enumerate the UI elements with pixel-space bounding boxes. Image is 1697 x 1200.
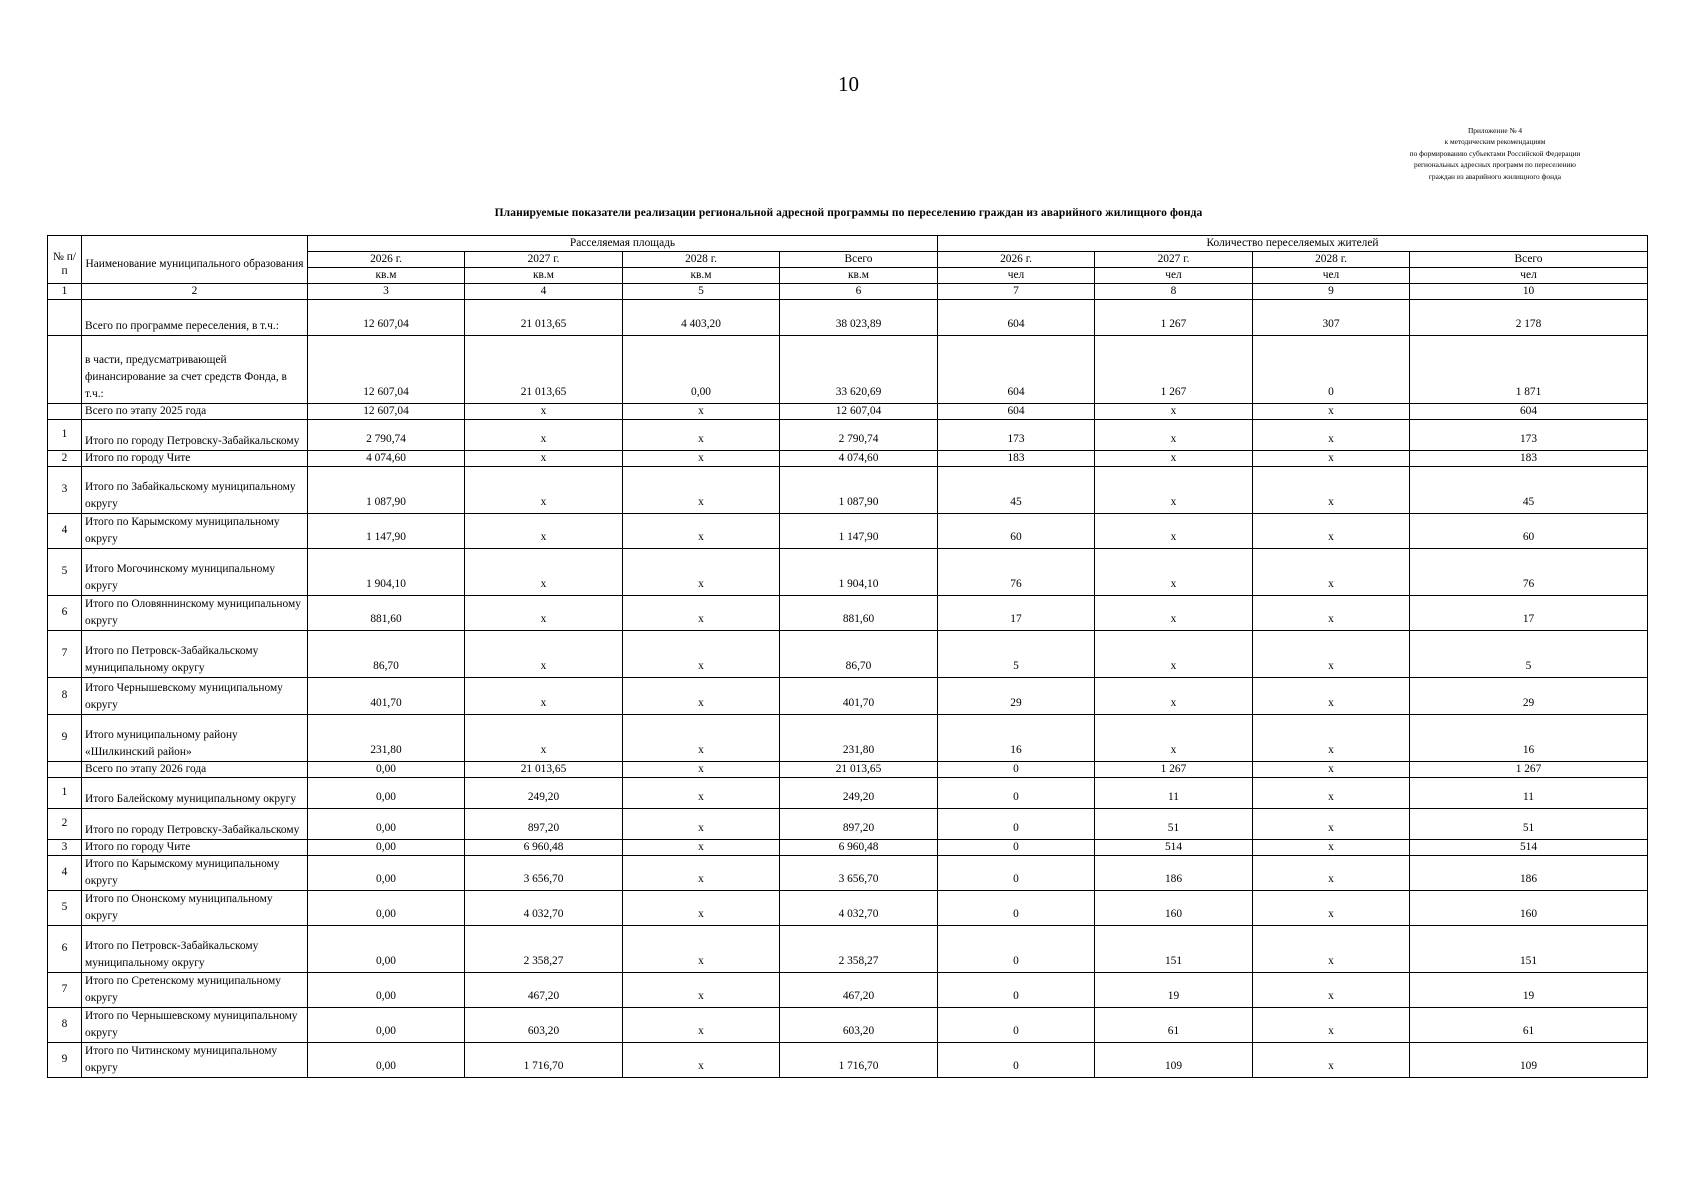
row-value: 11	[1410, 778, 1648, 809]
row-value: 249,20	[780, 778, 938, 809]
row-value: 2 790,74	[308, 420, 465, 451]
table-row	[48, 840, 1648, 856]
row-value: х	[1253, 1008, 1410, 1043]
row-value: 0,00	[623, 336, 780, 404]
row-value: 0	[938, 762, 1095, 778]
header-unit: чел	[1095, 268, 1253, 284]
header-people-group: Количество переселяемых жителей	[938, 236, 1648, 252]
row-value: х	[1253, 514, 1410, 549]
row-value: х	[1253, 762, 1410, 778]
row-value: х	[1253, 973, 1410, 1008]
row-name: Итого Могочинскому муниципальному округу	[82, 549, 308, 596]
row-value: 231,80	[308, 715, 465, 762]
row-value: х	[623, 809, 780, 840]
header-year: 2028 г.	[623, 252, 780, 268]
row-name: Итого по Петровск-Забайкальскому муниципальному округу	[82, 631, 308, 678]
table-row	[48, 631, 1648, 678]
header-year: 2027 г.	[1095, 252, 1253, 268]
header-unit: чел	[938, 268, 1095, 284]
row-name: Итого по Карымскому муниципальному округу	[82, 514, 308, 549]
row-value: х	[1253, 631, 1410, 678]
row-name: Итого по городу Петровску-Забайкальскому	[82, 809, 308, 840]
row-value: 4 074,60	[780, 451, 938, 467]
row-value: 1 716,70	[780, 1043, 938, 1078]
row-value: 5	[938, 631, 1095, 678]
row-value: х	[465, 451, 623, 467]
header-num: № п/п	[48, 236, 82, 284]
header-unit: кв.м	[780, 268, 938, 284]
row-value: 12 607,04	[308, 336, 465, 404]
row-value: 186	[1410, 856, 1648, 891]
row-value: х	[1095, 404, 1253, 420]
row-value: 45	[938, 467, 1095, 514]
table-row	[48, 926, 1648, 973]
header-unit: кв.м	[308, 268, 465, 284]
header-year: 2028 г.	[1253, 252, 1410, 268]
row-name: Итого по городу Петровску-Забайкальскому	[82, 420, 308, 451]
row-value: 109	[1410, 1043, 1648, 1078]
row-value: 2 178	[1410, 300, 1648, 336]
header-col-number: 4	[465, 284, 623, 300]
row-value: 12 607,04	[780, 404, 938, 420]
row-number: 7	[48, 631, 82, 678]
row-value: 1 147,90	[308, 514, 465, 549]
row-value: 183	[1410, 451, 1648, 467]
header-year: 2027 г.	[465, 252, 623, 268]
row-number: 1	[48, 778, 82, 809]
row-value: 0	[938, 809, 1095, 840]
row-value: х	[465, 631, 623, 678]
header-area-group: Расселяемая площадь	[308, 236, 938, 252]
table-row	[48, 549, 1648, 596]
row-name: Итого по Оловяннинскому муниципальному округу	[82, 596, 308, 631]
row-value: 29	[938, 678, 1095, 715]
row-name: Всего по этапу 2025 года	[82, 404, 308, 420]
row-value: х	[465, 514, 623, 549]
row-number: 7	[48, 973, 82, 1008]
row-value: 21 013,65	[780, 762, 938, 778]
row-value: 16	[1410, 715, 1648, 762]
row-value: х	[623, 596, 780, 631]
row-value: 86,70	[308, 631, 465, 678]
row-value: 0,00	[308, 1008, 465, 1043]
row-number	[48, 762, 82, 778]
row-value: х	[623, 467, 780, 514]
row-value: х	[1253, 467, 1410, 514]
row-value: 17	[938, 596, 1095, 631]
row-value: 173	[938, 420, 1095, 451]
table-row	[48, 300, 1648, 336]
row-value: 21 013,65	[465, 336, 623, 404]
row-number: 1	[48, 420, 82, 451]
row-value: х	[1253, 926, 1410, 973]
row-number: 8	[48, 678, 82, 715]
row-value: х	[623, 420, 780, 451]
row-value: 60	[1410, 514, 1648, 549]
row-value: 76	[1410, 549, 1648, 596]
row-name: Итого по Петровск-Забайкальскому муниципальному округу	[82, 926, 308, 973]
row-value: 4 032,70	[465, 891, 623, 926]
row-value: 33 620,69	[780, 336, 938, 404]
table-row	[48, 973, 1648, 1008]
header-col-number: 5	[623, 284, 780, 300]
row-number: 2	[48, 451, 82, 467]
row-value: 19	[1095, 973, 1253, 1008]
table-row	[48, 451, 1648, 467]
row-name: Итого по Забайкальскому муниципальному округу	[82, 467, 308, 514]
row-value: 6 960,48	[780, 840, 938, 856]
table-row	[48, 856, 1648, 891]
row-value: х	[623, 840, 780, 856]
row-value: 514	[1410, 840, 1648, 856]
indicators-table	[47, 235, 1648, 1078]
row-value: х	[1253, 778, 1410, 809]
row-value: х	[465, 549, 623, 596]
row-number: 6	[48, 596, 82, 631]
row-value: х	[1253, 549, 1410, 596]
row-value: 160	[1410, 891, 1648, 926]
row-value: 604	[938, 300, 1095, 336]
document-title: Планируемые показатели реализации региональной адресной программы по переселению граждан из аварийного жилищного фонда	[494, 207, 1203, 219]
row-value: х	[465, 404, 623, 420]
table-row	[48, 467, 1648, 514]
row-value: х	[623, 891, 780, 926]
row-value: 4 074,60	[308, 451, 465, 467]
row-value: 11	[1095, 778, 1253, 809]
row-value: х	[1253, 1043, 1410, 1078]
header-unit: кв.м	[465, 268, 623, 284]
table-row	[48, 1008, 1648, 1043]
row-value: 0,00	[308, 891, 465, 926]
row-value: 5	[1410, 631, 1648, 678]
row-value: 0	[938, 778, 1095, 809]
row-value: 897,20	[780, 809, 938, 840]
row-value: х	[1253, 678, 1410, 715]
row-name: Итого по городу Чите	[82, 451, 308, 467]
row-value: 467,20	[465, 973, 623, 1008]
row-value: 514	[1095, 840, 1253, 856]
row-value: 38 023,89	[780, 300, 938, 336]
row-value: х	[1095, 715, 1253, 762]
row-number: 9	[48, 715, 82, 762]
row-value: х	[1253, 596, 1410, 631]
appendix-line: по формированию субъектами Российской Федерации	[1409, 148, 1581, 158]
row-value: 0	[1253, 336, 1410, 404]
row-value: 881,60	[308, 596, 465, 631]
row-number	[48, 404, 82, 420]
header-col-number: 3	[308, 284, 465, 300]
row-value: 401,70	[308, 678, 465, 715]
table-row	[48, 514, 1648, 549]
row-value: 0	[938, 891, 1095, 926]
row-value: 173	[1410, 420, 1648, 451]
row-value: 249,20	[465, 778, 623, 809]
header-unit: кв.м	[623, 268, 780, 284]
row-value: 603,20	[465, 1008, 623, 1043]
table-row	[48, 715, 1648, 762]
header-col-number: 9	[1253, 284, 1410, 300]
row-number: 2	[48, 809, 82, 840]
row-name: Всего по программе переселения, в т.ч.:	[82, 300, 308, 336]
appendix-line: граждан из аварийного жилищного фонда	[1428, 171, 1562, 181]
row-name: Итого по Чернышевскому муниципальному округу	[82, 1008, 308, 1043]
row-value: х	[465, 715, 623, 762]
row-value: 1 871	[1410, 336, 1648, 404]
row-name: Итого по Сретенскому муниципальному округу	[82, 973, 308, 1008]
row-value: 61	[1410, 1008, 1648, 1043]
row-value: 21 013,65	[465, 762, 623, 778]
row-value: 0,00	[308, 973, 465, 1008]
row-value: х	[1253, 809, 1410, 840]
appendix-note	[1380, 125, 1610, 182]
row-value: х	[1253, 840, 1410, 856]
row-value: 3 656,70	[780, 856, 938, 891]
row-value: х	[1095, 549, 1253, 596]
row-name: Итого по Читинскому муниципальному округу	[82, 1043, 308, 1078]
row-value: 2 358,27	[465, 926, 623, 973]
row-value: 16	[938, 715, 1095, 762]
row-value: 1 267	[1095, 300, 1253, 336]
row-value: 51	[1095, 809, 1253, 840]
table-row	[48, 778, 1648, 809]
row-value: х	[1095, 596, 1253, 631]
row-value: 2 790,74	[780, 420, 938, 451]
row-value: 17	[1410, 596, 1648, 631]
row-value: 604	[938, 404, 1095, 420]
row-value: х	[623, 404, 780, 420]
row-value: х	[623, 856, 780, 891]
row-value: 0	[938, 926, 1095, 973]
row-number: 4	[48, 514, 82, 549]
row-number: 3	[48, 840, 82, 856]
row-name: Всего по этапу 2026 года	[82, 762, 308, 778]
row-value: 1 147,90	[780, 514, 938, 549]
row-value: 6 960,48	[465, 840, 623, 856]
header-unit: чел	[1410, 268, 1648, 284]
row-value: 0,00	[308, 762, 465, 778]
row-value: 1 267	[1095, 336, 1253, 404]
row-number	[48, 336, 82, 404]
table-row	[48, 891, 1648, 926]
row-value: 0,00	[308, 809, 465, 840]
row-value: х	[465, 420, 623, 451]
row-value: 86,70	[780, 631, 938, 678]
header-col-number: 10	[1410, 284, 1648, 300]
appendix-line: Приложение № 4	[1467, 126, 1523, 135]
row-value: 109	[1095, 1043, 1253, 1078]
row-value: 307	[1253, 300, 1410, 336]
appendix-line: региональных адресных программ по переселению	[1414, 160, 1576, 170]
row-value: 3 656,70	[465, 856, 623, 891]
row-value: 467,20	[780, 973, 938, 1008]
row-value: 60	[938, 514, 1095, 549]
table-row	[48, 404, 1648, 420]
table-row	[48, 678, 1648, 715]
row-value: 76	[938, 549, 1095, 596]
row-value: х	[1095, 678, 1253, 715]
row-value: 186	[1095, 856, 1253, 891]
table-row	[48, 336, 1648, 404]
row-value: х	[623, 778, 780, 809]
row-number: 5	[48, 891, 82, 926]
row-value: 4 032,70	[780, 891, 938, 926]
row-value: х	[623, 451, 780, 467]
header-col-number: 1	[48, 284, 82, 300]
row-name: Итого Балейскому муниципальному округу	[82, 778, 308, 809]
row-value: 604	[1410, 404, 1648, 420]
row-value: х	[623, 678, 780, 715]
row-value: 1 267	[1410, 762, 1648, 778]
header-col-number: 8	[1095, 284, 1253, 300]
row-name: Итого Чернышевскому муниципальному округу	[82, 678, 308, 715]
row-value: 0	[938, 973, 1095, 1008]
row-value: х	[623, 1008, 780, 1043]
row-number: 3	[48, 467, 82, 514]
row-value: 604	[938, 336, 1095, 404]
row-number: 6	[48, 926, 82, 973]
row-value: х	[623, 1043, 780, 1078]
row-value: х	[1253, 856, 1410, 891]
row-value: х	[1095, 467, 1253, 514]
table-row	[48, 762, 1648, 778]
row-value: 12 607,04	[308, 300, 465, 336]
header-year: Всего	[780, 252, 938, 268]
row-value: 61	[1095, 1008, 1253, 1043]
row-number: 8	[48, 1008, 82, 1043]
row-value: х	[465, 467, 623, 514]
row-value: 19	[1410, 973, 1648, 1008]
row-value: х	[1253, 451, 1410, 467]
row-number	[48, 300, 82, 336]
row-value: 231,80	[780, 715, 938, 762]
table-row	[48, 1043, 1648, 1078]
header-year: Всего	[1410, 252, 1648, 268]
row-value: 45	[1410, 467, 1648, 514]
row-value: х	[1095, 451, 1253, 467]
row-value: 151	[1410, 926, 1648, 973]
table-row	[48, 809, 1648, 840]
row-value: х	[1253, 891, 1410, 926]
row-value: 29	[1410, 678, 1648, 715]
row-value: 1 904,10	[780, 549, 938, 596]
row-value: х	[465, 596, 623, 631]
row-value: 0	[938, 840, 1095, 856]
row-value: 4 403,20	[623, 300, 780, 336]
row-value: 603,20	[780, 1008, 938, 1043]
row-value: 401,70	[780, 678, 938, 715]
row-value: 2 358,27	[780, 926, 938, 973]
row-name: Итого по городу Чите	[82, 840, 308, 856]
row-value: 21 013,65	[465, 300, 623, 336]
row-value: х	[1253, 404, 1410, 420]
header-unit: чел	[1253, 268, 1410, 284]
header-year: 2026 г.	[938, 252, 1095, 268]
row-number: 5	[48, 549, 82, 596]
row-value: 151	[1095, 926, 1253, 973]
row-value: х	[623, 631, 780, 678]
row-value: х	[623, 926, 780, 973]
header-col-number: 6	[780, 284, 938, 300]
row-value: 51	[1410, 809, 1648, 840]
row-value: 160	[1095, 891, 1253, 926]
row-number: 9	[48, 1043, 82, 1078]
row-name: Итого по Ононскому муниципальному округу	[82, 891, 308, 926]
row-value: х	[623, 973, 780, 1008]
row-value: х	[623, 549, 780, 596]
row-value: 881,60	[780, 596, 938, 631]
row-name: в части, предусматривающей финансирование за счет средств Фонда, в т.ч.:	[82, 336, 308, 404]
row-value: 0,00	[308, 840, 465, 856]
row-value: 0	[938, 1043, 1095, 1078]
page-number: 10	[838, 72, 859, 96]
row-value: 12 607,04	[308, 404, 465, 420]
row-value: х	[465, 678, 623, 715]
row-value: х	[623, 514, 780, 549]
row-value: х	[1253, 715, 1410, 762]
row-name: Итого по Карымскому муниципальному округу	[82, 856, 308, 891]
row-value: х	[623, 715, 780, 762]
row-value: 1 087,90	[780, 467, 938, 514]
row-value: х	[1095, 631, 1253, 678]
header-col-number: 7	[938, 284, 1095, 300]
table-row	[48, 596, 1648, 631]
row-value: 0,00	[308, 778, 465, 809]
row-value: х	[1095, 420, 1253, 451]
row-value: х	[1095, 514, 1253, 549]
row-value: 0,00	[308, 856, 465, 891]
row-value: х	[623, 762, 780, 778]
header-name: Наименование муниципального образования	[82, 236, 308, 284]
header-col-number: 2	[82, 284, 308, 300]
row-value: х	[1253, 420, 1410, 451]
row-value: 1 904,10	[308, 549, 465, 596]
row-value: 1 087,90	[308, 467, 465, 514]
row-value: 1 716,70	[465, 1043, 623, 1078]
row-number: 4	[48, 856, 82, 891]
row-value: 0	[938, 856, 1095, 891]
row-value: 1 267	[1095, 762, 1253, 778]
row-value: 897,20	[465, 809, 623, 840]
row-value: 0	[938, 1008, 1095, 1043]
table-row	[48, 420, 1648, 451]
row-value: 0,00	[308, 926, 465, 973]
header-year: 2026 г.	[308, 252, 465, 268]
row-value: 183	[938, 451, 1095, 467]
appendix-line: к методическим рекомендациям	[1444, 137, 1546, 147]
row-value: 0,00	[308, 1043, 465, 1078]
row-name: Итого муниципальному району «Шилкинский район»	[82, 715, 308, 762]
